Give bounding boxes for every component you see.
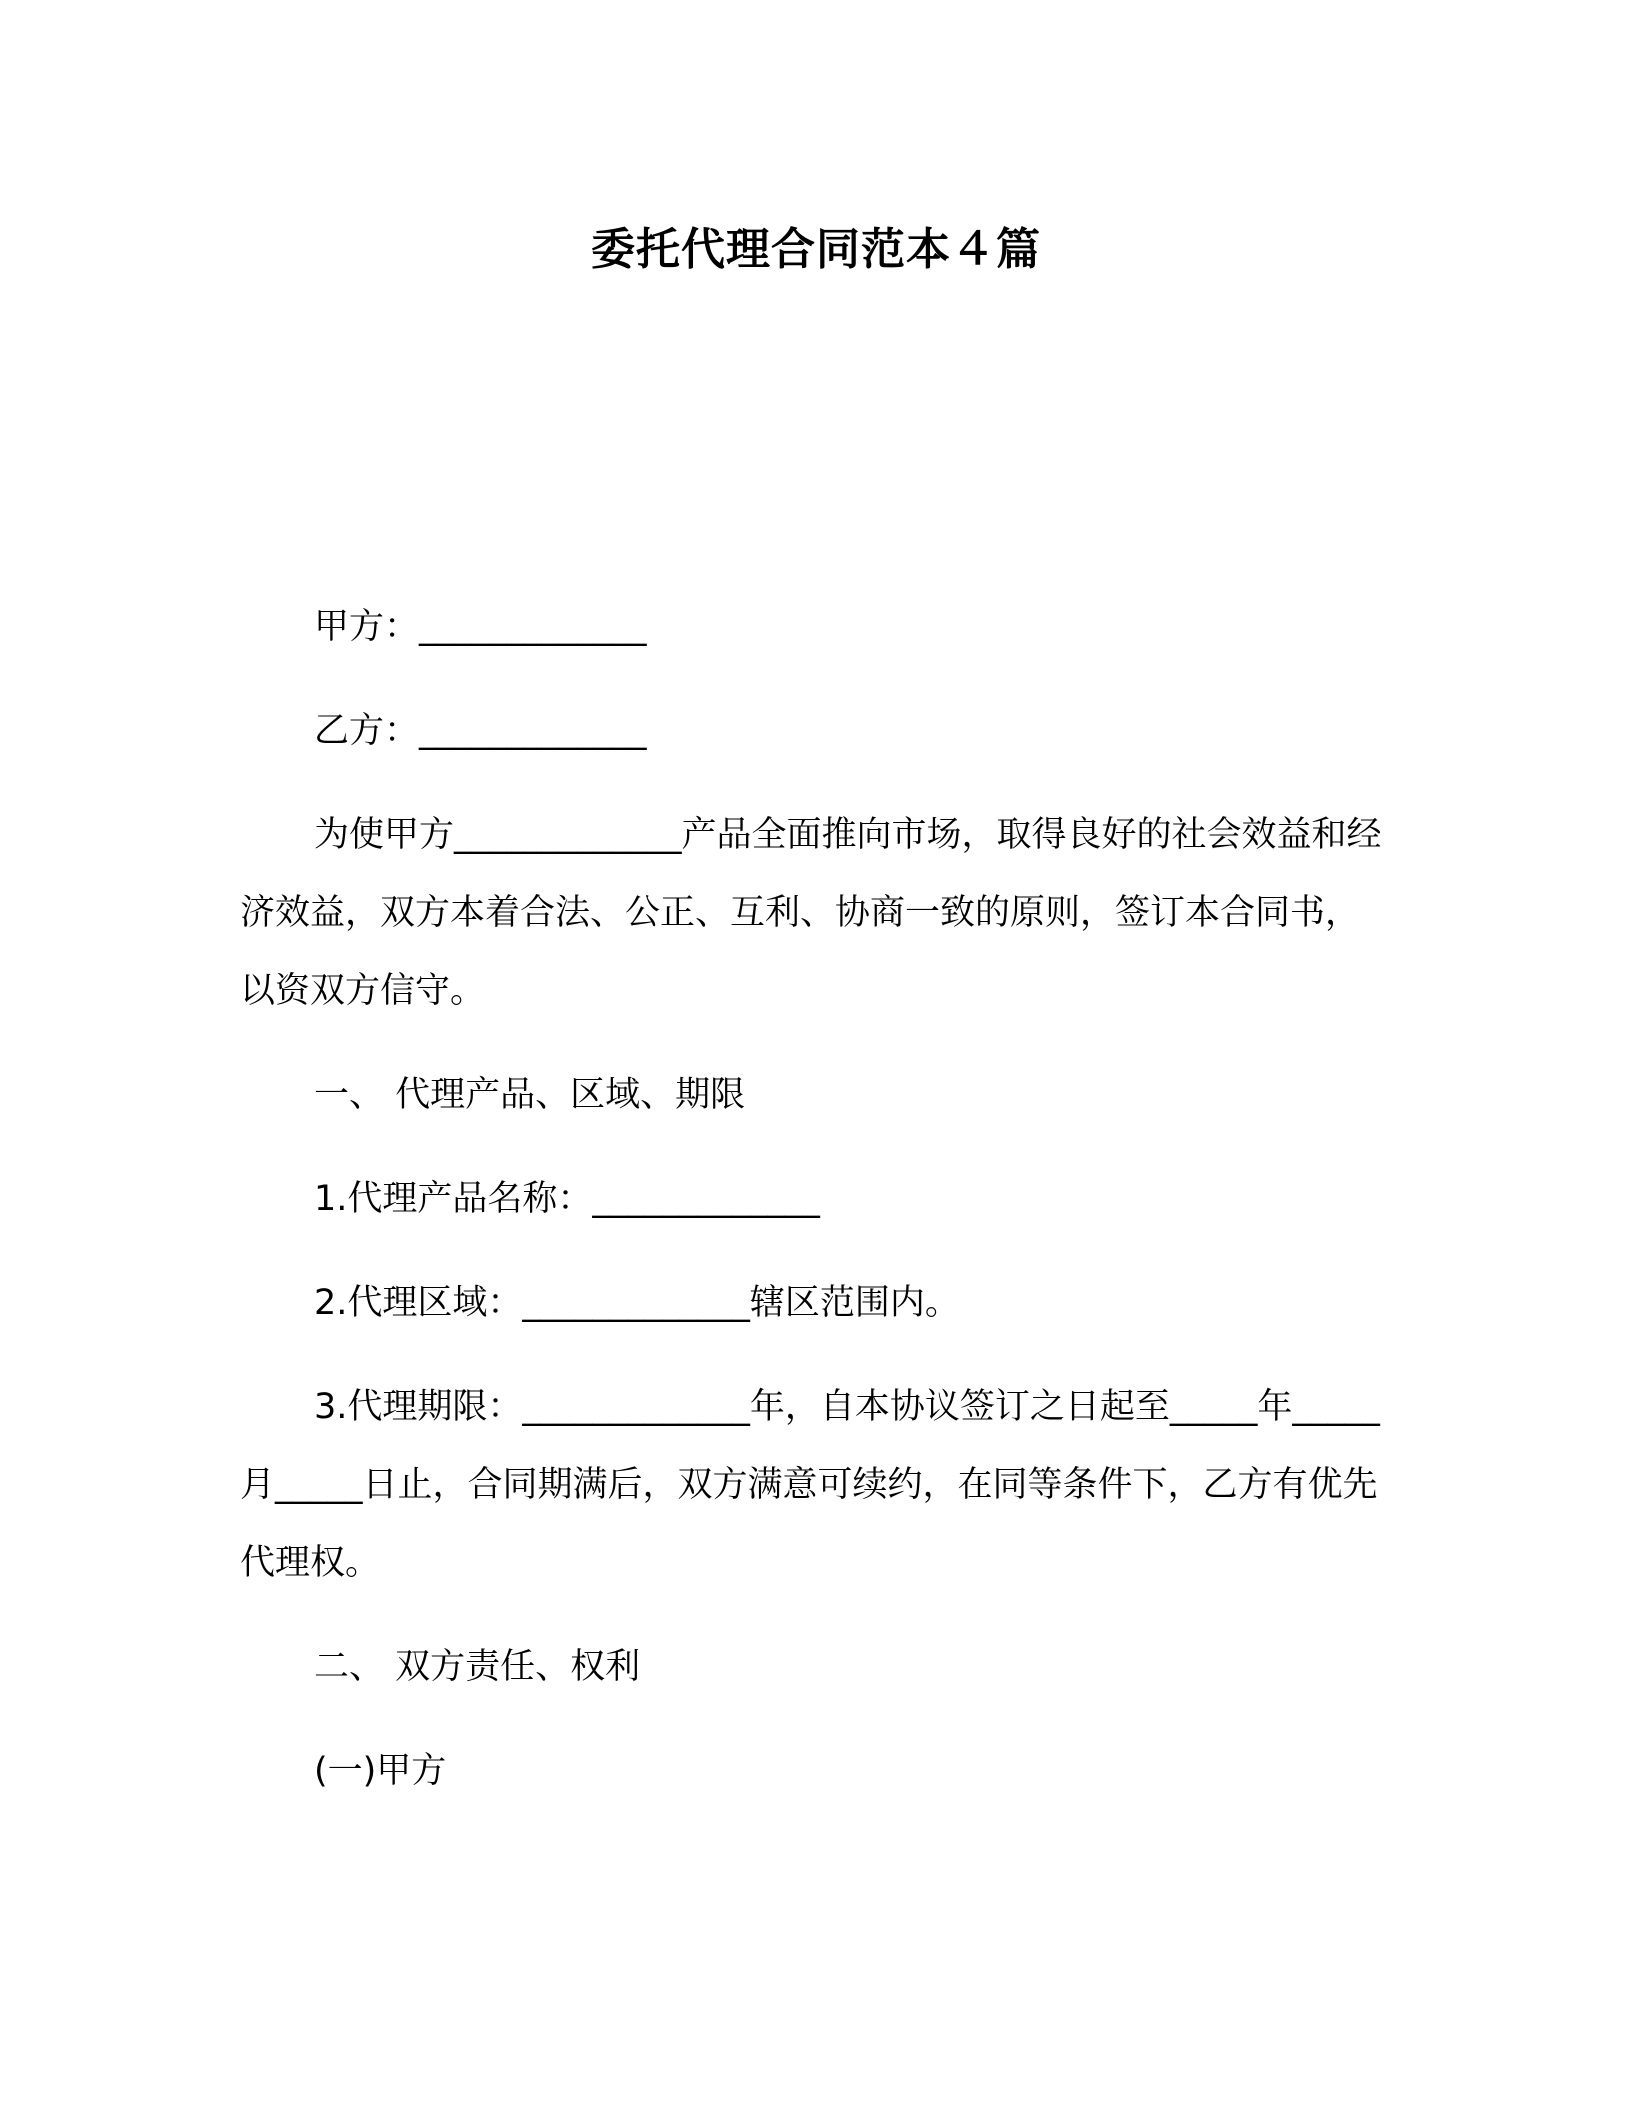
clause-1-1: 1.代理产品名称：_____________ <box>314 1179 820 1219</box>
clause-1-3: 3.代理期限：_____________年，自本协议签订之日起至_____年_____月_____日止，合同期满后，双方满意可续约，在同等条件下，乙方有优先代理权。 <box>240 1387 1380 1583</box>
document-body <box>240 588 1390 1836</box>
section-1-heading: 一、 代理产品、区域、期限 <box>314 1075 746 1115</box>
preamble-paragraph: 为使甲方_____________产品全面推向市场，取得良好的社会效益和经济效益，双方本着合法、公正、互利、协商一致的原则，签订本合同书，以资双方信守。 <box>240 815 1382 1011</box>
document-title: 委托代理合同范本４篇 <box>591 224 1041 275</box>
subsection-party-a: (一)甲方 <box>314 1751 447 1791</box>
party-b-line: 乙方：_____________ <box>314 711 647 751</box>
party-a-line: 甲方：_____________ <box>314 607 647 647</box>
section-2-heading: 二、 双方责任、权利 <box>314 1647 641 1687</box>
clause-1-2: 2.代理区域：_____________辖区范围内。 <box>314 1283 960 1323</box>
